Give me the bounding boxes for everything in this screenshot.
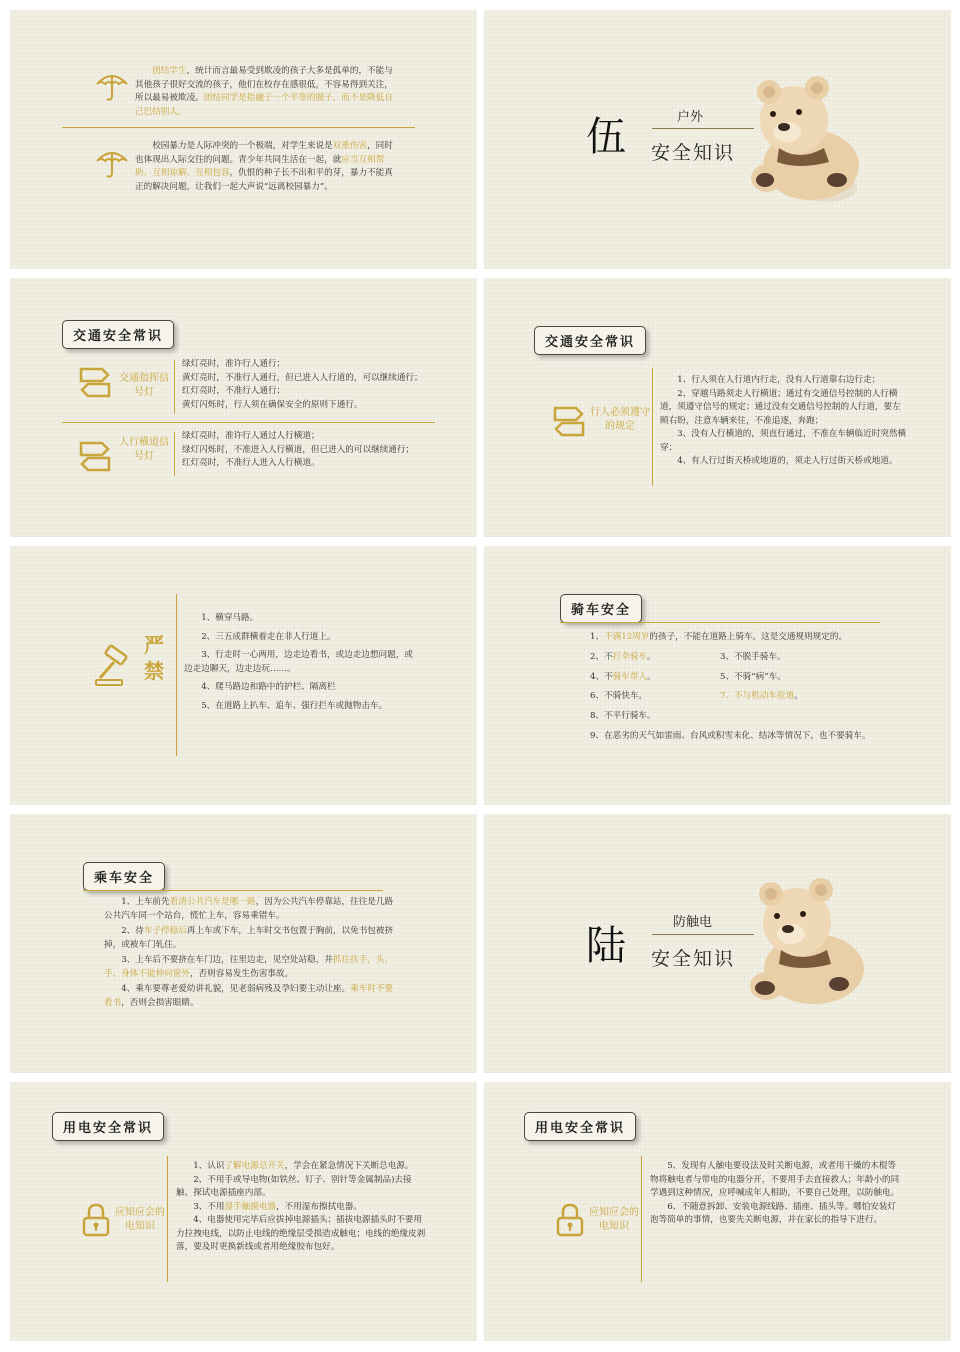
cycling-rule bbox=[720, 690, 890, 704]
teddy-bear-image bbox=[739, 70, 869, 205]
text-line: 5、发现有人触电要设法及时关断电源，或者用干燥的木棍等物将触电者与带电的电器分开，不要用手去直接救人；年龄小的同学遇到这种情况，应呼喊成年人相助，不要自己处理，以防触电。 bbox=[650, 1161, 900, 1198]
cycling-rule bbox=[720, 671, 890, 685]
bus-rule bbox=[104, 983, 394, 1010]
text-run: 的孩子，不能在道路上骑车。这是交通规则规定的。 bbox=[649, 632, 848, 642]
text-run: ，学会在紧急情况下关断总电源。 bbox=[284, 1161, 414, 1171]
cycling-rules-grid bbox=[590, 651, 890, 723]
text-run: 再上车或下车，上车时交书包置于胸前，以免书包被挤掉，或被车门轧住。 bbox=[104, 926, 394, 950]
slide-title: 交通安全常识 bbox=[534, 326, 646, 355]
highlight-text: 了解电源总开关 bbox=[224, 1161, 285, 1171]
electric-rule bbox=[176, 1201, 426, 1215]
direction-sign-icon bbox=[78, 364, 112, 402]
text-line: 红灯亮时，不准行人进入人行横道。 bbox=[182, 458, 320, 468]
slide-bus-safety bbox=[10, 814, 477, 1073]
highlight-text: 双重伤害 bbox=[332, 141, 368, 151]
section-title: 安全知识 bbox=[651, 142, 736, 164]
section-subtitle: 户外 bbox=[677, 110, 704, 125]
vertical-divider bbox=[641, 1156, 642, 1282]
text-run: ，否则会损害眼睛。 bbox=[121, 997, 199, 1008]
bullying-paragraph-2 bbox=[135, 140, 397, 194]
text-run: 3、不脱手骑车。 bbox=[720, 652, 786, 662]
highlight-text: 抓住扶手，头、手、身体不能伸向窗外 bbox=[104, 955, 394, 979]
teddy-bear-image bbox=[739, 874, 869, 1009]
text-run: 3、不用 bbox=[193, 1201, 225, 1212]
text-line: 6、不随意拆卸、安装电源线路、插座、插头等。哪怕安装灯泡等简单的事情，也要先关断电源，并在家长的指导下进行。 bbox=[650, 1201, 897, 1225]
vertical-divider bbox=[176, 594, 177, 756]
text-run: 。 bbox=[647, 652, 656, 662]
highlight-text: 团结同学是指融于一个平等的圈子，而不是降低自己巴结别人。 bbox=[135, 93, 393, 117]
text-run: ，同时也体现出人际交往的问题。青少年共同生活在一起，就 bbox=[135, 141, 393, 165]
highlight-text: 团结学生 bbox=[152, 66, 187, 76]
slide-title: 用电安全常识 bbox=[52, 1112, 164, 1141]
electric-knowledge-label: 应知应会的电知识 bbox=[115, 1207, 165, 1232]
text-run: 。 bbox=[794, 691, 803, 701]
section-number: 陆 bbox=[586, 923, 626, 969]
text-run: 2、不 bbox=[590, 652, 613, 662]
text-run: 3、上车后不要挤在车门边，往里边走，见空处站稳，并 bbox=[121, 955, 333, 965]
slide-title: 用电安全常识 bbox=[524, 1112, 636, 1141]
text-line: 2、三五成群横着走在非人行道上。 bbox=[201, 631, 336, 642]
slide-title: 交通安全常识 bbox=[62, 320, 174, 349]
slide-section-outdoor bbox=[484, 10, 951, 269]
gavel-icon bbox=[92, 646, 140, 692]
traffic-light-label: 交通指挥信号灯 bbox=[119, 373, 169, 398]
text-run: 4、不 bbox=[590, 671, 613, 682]
text-run: 2、待 bbox=[121, 926, 144, 936]
highlight-text: 湿手触摸电器 bbox=[224, 1201, 277, 1212]
bus-rule bbox=[104, 954, 394, 981]
text-run: 6、不骑快车。 bbox=[590, 691, 648, 701]
lock-icon bbox=[554, 1202, 586, 1238]
slide-traffic-lights bbox=[10, 278, 477, 537]
text-run: ，不用湿布擦拭电器。 bbox=[276, 1201, 362, 1212]
text-run: ，否则容易发生伤害事故。 bbox=[189, 968, 294, 979]
bus-rule bbox=[104, 925, 394, 952]
text-run: 1、认识 bbox=[193, 1161, 225, 1171]
highlight-text: 骑车带人 bbox=[612, 671, 648, 682]
crosswalk-light-rules bbox=[182, 430, 452, 471]
cycling-rule bbox=[590, 651, 720, 665]
text-run: 。 bbox=[647, 671, 656, 682]
text-line: 3、行走时一心两用，边走边看书，或边走边想问题，或边走边聊天，边走边玩……。 bbox=[184, 650, 413, 674]
vertical-divider bbox=[167, 1156, 168, 1282]
highlight-text: 打伞骑车 bbox=[612, 652, 648, 662]
bus-rules bbox=[104, 896, 394, 1012]
pedestrian-rules-label: 行人必须遵守的规定 bbox=[590, 407, 650, 432]
slide-cycling-safety bbox=[484, 546, 951, 805]
text-run: 8、不平行骑车。 bbox=[590, 710, 656, 721]
slide-pedestrian-rules bbox=[484, 278, 951, 537]
text-run: 2、不用手或导电物(如铁丝、钉子、别针等金属制品)去接触、探试电源插座内部。 bbox=[176, 1174, 412, 1198]
text-line: 绿灯亮时，准许行人通行； bbox=[182, 359, 286, 369]
electric-rules bbox=[650, 1160, 900, 1228]
text-line: 绿灯亮时，准许行人通过人行横道； bbox=[182, 431, 320, 441]
highlight-text: 7、不与机动车抢道 bbox=[720, 691, 795, 701]
vertical-divider bbox=[174, 360, 175, 414]
text-run: ，统计而言最易受到欺凌的孩子大多是孤单的，不能与其他孩子很好交流的孩子，他们在校存在感很低，不容易得到关注，所以最易被欺凌。 bbox=[135, 66, 393, 103]
text-run: 4、乘车要尊老爱幼讲礼貌，见老弱病残及孕妇要主动让座。 bbox=[121, 984, 351, 994]
highlight-text: 乘车时不要看书 bbox=[104, 984, 394, 1008]
highlight-text: 看清公共汽车是哪一路 bbox=[169, 897, 256, 907]
electric-rule bbox=[176, 1214, 426, 1255]
text-line: 5、在道路上扒车、追车、强行拦车或抛物击车。 bbox=[201, 700, 388, 711]
slide-prohibited bbox=[10, 546, 477, 805]
electric-rule bbox=[176, 1160, 426, 1174]
slide-title: 乘车安全 bbox=[83, 862, 165, 891]
vertical-divider bbox=[652, 368, 653, 486]
umbrella-icon bbox=[95, 68, 129, 104]
text-run: 1、 bbox=[590, 632, 605, 642]
cycling-rule bbox=[720, 651, 890, 665]
text-line: 2、穿越马路须走人行横道；通过有交通信号控制的人行横道，须遵守信号的规定；通过没有交通信号控制的人行道，要左顾右盼，注意车辆来往，不准追逐，奔跑； bbox=[660, 388, 901, 426]
bullying-paragraph-1 bbox=[135, 65, 397, 119]
prohibited-items bbox=[184, 612, 416, 718]
slide-title: 骑车安全 bbox=[560, 594, 642, 623]
text-line: 4、有人行过街天桥或地道的，须走人行过街天桥或地道。 bbox=[677, 456, 898, 466]
slide-electric-safety-1 bbox=[10, 1082, 477, 1341]
direction-sign-icon bbox=[78, 438, 112, 476]
vertical-divider bbox=[174, 432, 175, 476]
slide-section-electric bbox=[484, 814, 951, 1073]
text-run: 校园暴力是人际冲突的一个极端，对学生来说是 bbox=[152, 141, 333, 151]
text-run: 1、上车前先 bbox=[121, 897, 170, 907]
traffic-light-rules bbox=[182, 358, 452, 412]
cycling-rule-9: 9、在恶劣的天气如雷雨、台风或积雪未化、结冰等情况下，也不要骑车。 bbox=[590, 731, 871, 741]
umbrella-icon bbox=[95, 145, 129, 181]
pedestrian-rules-text bbox=[660, 374, 908, 469]
horizontal-divider bbox=[62, 422, 435, 423]
text-run: 5、不骑“病”车。 bbox=[720, 671, 786, 682]
section-subtitle: 防触电 bbox=[673, 915, 713, 930]
bus-rule bbox=[104, 896, 394, 923]
text-line: 1、行人须在人行道内行走，没有人行道靠右边行走； bbox=[677, 375, 881, 385]
section-title: 安全知识 bbox=[651, 948, 736, 970]
text-line: 绿灯闪烁时，不准进入人行横道，但已进入的可以继续通行； bbox=[182, 444, 415, 455]
electric-rule bbox=[176, 1174, 426, 1201]
horizontal-divider bbox=[83, 890, 383, 891]
text-line: 红灯亮时，不准行人通行； bbox=[182, 386, 286, 396]
section-number: 伍 bbox=[586, 114, 626, 160]
electric-knowledge-label: 应知应会的电知识 bbox=[589, 1207, 639, 1232]
cycling-rule bbox=[590, 671, 720, 685]
text-run: ，因为公共汽车停靠站，往往是几路公共汽车同一个站台，慌忙上车，容易乘错车。 bbox=[104, 897, 394, 921]
cycling-rule-1 bbox=[590, 631, 900, 645]
divider-line bbox=[62, 127, 415, 128]
text-line: 黄灯亮时，不准行人通行，但已进入人行道的，可以继续通行； bbox=[182, 372, 423, 383]
horizontal-divider bbox=[560, 622, 880, 623]
cycling-rule bbox=[590, 690, 720, 704]
text-run: 4、电器使用完毕后应拔掉电源插头；插拔电源插头时不要用力拉拽电线，以防止电线的绝缘层受损造成触电；电线的绝缘皮剥落，要及时更换新线或者用绝缘胶布包好。 bbox=[176, 1215, 426, 1252]
prohibited-label: 严禁 bbox=[144, 633, 164, 683]
lock-icon bbox=[80, 1202, 112, 1238]
crosswalk-light-label: 人行横道信号灯 bbox=[119, 437, 169, 462]
cycling-rule bbox=[590, 710, 720, 724]
highlight-text: 应当互相帮助、互相谅解、互相包容 bbox=[135, 154, 385, 178]
text-run: ，仇恨的种子长不出和平的芽，暴力不能真正的解决问题，让我们一起大声说“远离校园暴力”。 bbox=[135, 168, 393, 192]
slide-electric-safety-2 bbox=[484, 1082, 951, 1341]
direction-sign-icon bbox=[552, 403, 586, 441]
slide-school-bullying bbox=[10, 10, 477, 269]
text-line: 黄灯闪烁时，行人须在确保安全的原则下通行。 bbox=[182, 399, 363, 410]
highlight-text: 不满12周岁 bbox=[604, 632, 650, 642]
text-line: 1、横穿马路。 bbox=[201, 613, 259, 623]
text-line: 4、爬马路边和路中的护栏、隔离栏 bbox=[201, 682, 336, 692]
highlight-text: 车子停稳后 bbox=[143, 926, 187, 936]
text-line: 3、没有人行横道的，须直行通过，不准在车辆临近时突然横穿； bbox=[660, 429, 907, 453]
electric-rules bbox=[176, 1160, 426, 1255]
